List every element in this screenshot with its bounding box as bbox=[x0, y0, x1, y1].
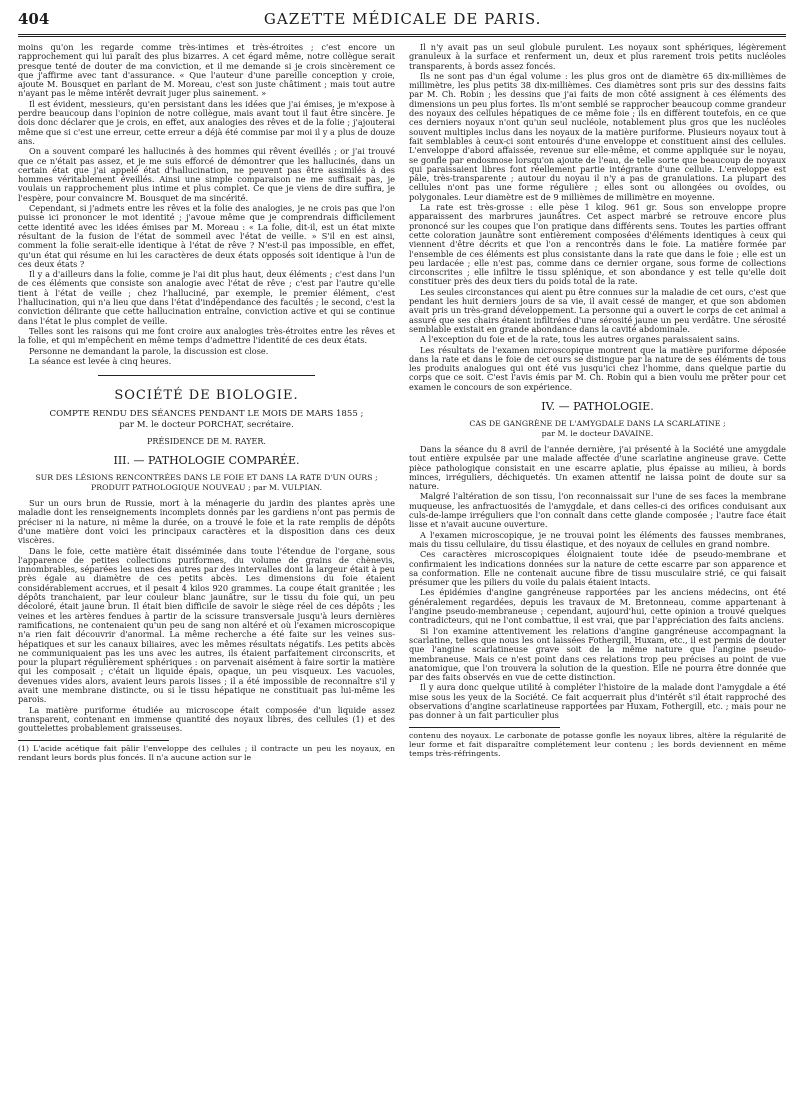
society-title: SOCIÉTÉ DE BIOLOGIE. bbox=[114, 388, 299, 404]
paragraph: Les seules circonstances qui aient pu être connues sur la maladie de cet ours, c'est que pendant les huit derniers jours de sa vie, il avait cessé de manger, et que son abdomen avait pris un très-grand développement. La personne qui a ouvert le corps de cet animal a assuré que ses chairs étaient infiltrées d'une sérosité jaune un peu verdâtre. Une sérosité semblable existait en grande abondance dans la cavité abdominale. bbox=[409, 286, 786, 334]
page-header bbox=[18, 10, 786, 37]
paragraph: La rate est très-grosse : elle pèse 1 kilog. 961 gr. Sous son enveloppe propre apparaissent des marbrures jaunâtres. Cet aspect marbré se retrouve encore plus prononcé sur les coupes que l'on pratique dans différents sens. Toutes les parties offrant cette coloration jaunâtre sont entièrement composées d'éléments identiques à ceux qui viennent d'être décrits et que l'on a rencontrés dans le foie. La matière formée par l'ensemble de ces éléments est plus consistante dans la rate que dans le foie ; elle est un peu lardacée ; elle n'est pas, comme dans ce dernier organe, sous forme de collections circonscrites ; elle infiltre le tissu splénique, et son abondance y est telle qu'elle doit constituer près des deux tiers du poids total de la rate. bbox=[409, 202, 786, 287]
article-title bbox=[26, 473, 387, 493]
paragraph: Dans la séance du 8 avril de l'année dernière, j'ai présenté à la Société une amygdale tout entière expulsée par une malade affectée d'une scarlatine angineuse grave. Cette pièce pathologique consistait en une escarre aplatie, plus épaisse au milieu, à bords minces, irréguliers, déchiquetés. Un examen attentif ne laissa point de doute sur sa nature. bbox=[409, 443, 786, 492]
paragraph: Les résultats de l'examen microscopique montrent que la matière puriforme déposée dans la rate et dans le foie de cet ours se distingue par la nature de ses éléments de tous les produits analogues qui ont été vus jusqu'ici chez l'homme, dans quelque partie du corps que ce soit. C'est l'avis émis par M. Ch. Robin qui a bien voulu me prêter pour cet examen le concours de son expérience. bbox=[409, 344, 786, 392]
footnote: contenu des noyaux. Le carbonate de potasse gonfle les noyaux libres, altère la régularité de leur forme et fait disparaître complétement leur contenu ; les bords deviennent en même temps très-réfringents. bbox=[409, 730, 786, 758]
left-column bbox=[18, 43, 395, 1068]
paragraph: La matière puriforme étudiée au microscope était composée d'un liquide assez transparent, contenant en immense quantité des noyaux libres, des cellules (1) et des gouttelettes probablement graisseuses. bbox=[18, 704, 395, 734]
paragraph: La séance est levée à cinq heures. bbox=[29, 355, 172, 366]
paragraph: Telles sont les raisons qui me font croire aux analogies très-étroites entre les rêves et la folie, et qui m'empêchent en même temps d'admettre l'identité de ces deux états. bbox=[18, 325, 395, 346]
right-column bbox=[409, 43, 786, 1068]
footnote: (1) L'acide acétique fait pâlir l'enveloppe des cellules ; il contracte un peu les noyaux, en rendant leurs bords plus foncés. Il n'a aucune action sur le bbox=[18, 743, 395, 762]
paragraph: Ces caractères microscopiques éloignaient toute idée de pseudo-membrane et confirmaient les indications données sur la nature de cette escarre par son apparence et sa conformation. Elle ne contenait aucune fibre de tissu musculaire strié, ce qui faisait présumer que les piliers du voile du palais étaient intacts. bbox=[409, 549, 786, 588]
paragraph: On a souvent comparé les hallucinés à des hommes qui rêvent éveillés ; or j'ai trouvé que ce n'était pas assez, et je me suis efforcé de démontrer que les hallucinés, dans un certain état que j'ai appelé état d'hallucination, ne peuvent pas être assimilés à des hommes véritablement éveillés. Ainsi une simple comparaison ne me suffisait pas, je voulais un rapprochement plus intime et plus complet. Ce que je viens de dire suffira, je l'espère, pour convaincre M. Bousquet de ma sincérité. bbox=[18, 146, 395, 203]
footnote-rule bbox=[18, 740, 169, 741]
paragraph: Dans le foie, cette matière était disséminée dans toute l'étendue de l'organe, sous l'apparence de petites collections puriformes, du volume de grains de chènevis, innombrables, séparées les unes des autres par des intervalles dont la largeur était à peu près égale au diamètre de ces petits abcès. Les dimensions du foie étaient considérablement accrues, et il pesait 4 kilos 920 grammes. La coupe était granitée ; les dépôts tranchaient, par leur couleur blanc jaunâtre, sur le tissu du foie qui, un peu décoloré, était jaune brun. Il était bien difficile de savoir le siège réel de ces dépôts ; les veines et les artères fendues à partir de la scissure transversale jusqu'à leurs dernières ramifications, ne contenaient qu'un peu de sang non altéré et où l'examen microscopique n'a rien fait découvrir d'anormal. La même recherche a été faite sur les veines sus-hépatiques et sur les canaux biliaires, avec les mêmes résultats négatifs. Les petits abcès ne communiquaient pas les uns avec les autres, ils étaient parfaitement circonscrits, et pour la plupart régulièrement sphériques : on parvenait aisément à faire sortir la matière qui les composait ; c'était un liquide épais, opaque, un peu visqueux. Les vacuoles, devenues vides alors, avaient leurs parois lisses ; il a été impossible de reconnaître s'il y avait une membrane distincte, ou si le tissu hépatique ne constituait pas lui-même les parois. bbox=[18, 545, 395, 705]
paragraph: Il n'y avait pas un seul globule purulent. Les noyaux sont sphériques, légèrement granuleux à la surface et renferment un, deux et plus rarement trois petits nucléoles transparents, à bords assez foncés. bbox=[409, 43, 786, 71]
paragraph: Les épidémies d'angine gangréneuse rapportées par les anciens médecins, ont été généralement regardées, depuis les travaux de M. Bretonneau, comme appartenant à l'angine pseudo-membraneuse ; cependant, aujourd'hui, cette opinion a trouvé quelques contradicteurs, qui ne l'ont combattue, il est vrai, que par l'appréciation des faits anciens. bbox=[409, 587, 786, 626]
paragraph: Ils ne sont pas d'un égal volume : les plus gros ont de diamètre 65 dix-millièmes de millimètre, les plus petits 38 dix-millièmes. Ces diamètres sont pris sur des dessins faits par M. Ch. Robin ; les dessins que j'ai faits de mon côté assignent à ces éléments des dimensions un peu plus fortes. Ils m'ont semblé se rapprocher beaucoup comme grandeur des noyaux des cellules hépatiques de ce même foie ; ils en diffèrent toutefois, en ce que ces derniers noyaux n'ont qu'un seul nucléole, notablement plus gros que les nucléoles souvent multiples inclus dans les noyaux de la matière puriforme. Plusieurs noyaux tout à fait semblables à ceux-ci sont entourés d'une enveloppe et constituent ainsi des cellules. L'enveloppe d'abord affaissée, revenue sur elle-même, et comme appliquée sur le noyau, se gonfle par endosmose lorsqu'on ajoute de l'eau, de telle sorte que beaucoup de noyaux qui paraissaient libres font réellement partie intégrante d'une cellule. L'enveloppe est pâle, très-transparente ; autour du noyau il n'y a pas de granulations. La plupart des cellules n'ont pas une forme régulière ; elles sont ou allongées ou ovoïdes, ou polygonales. Leur diamètre est de 9 millièmes de millimètre en moyenne. bbox=[409, 70, 786, 202]
paragraph: Cependant, si j'admets entre les rêves et la folie des analogies, je ne crois pas que l'on puisse ici prononcer le mot identité ; j'avoue même que je comprendrais difficilement cette identité avec les idées émises par M. Moreau : « La folie, dit-il, est un état mixte résultant de la fusion de l'état de sommeil avec l'état de veille. » S'il en est ainsi, comment la folie serait-elle identique à l'état de rêve ? N'est-il pas impossible, en effet, qu'un état qui résume en lui les caractères de deux états opposés soit identique à l'un de ces deux états ? bbox=[18, 203, 395, 269]
paragraph: Personne ne demandant la parole, la discussion est close. bbox=[29, 345, 269, 356]
paragraph: Malgré l'altération de son tissu, l'on reconnaissait sur l'une de ses faces la membrane muqueuse, les anfractuosités de l'amygdale, et dans celles-ci des orifices conduisant aux culs-de-lampe irréguliers que l'on connaît dans cette glande composée ; l'autre face était lisse et n'avait aucune ouverture. bbox=[409, 491, 786, 530]
paragraph: A l'exception du foie et de la rate, tous les autres organes paraissaient sains. bbox=[420, 334, 740, 345]
paragraph: Il y a d'ailleurs dans la folie, comme je l'ai dit plus haut, deux éléments ; c'est dans l'un de ces éléments que consiste son analogie avec l'état de rêve ; c'est par l'autre qu'elle tient à l'état de veille ; chez l'halluciné, par exemple, le premier élément, c'est l'hallucination, qui n'a lieu que dans l'état d'indépendance des facultés ; le second, c'est la conviction délirante que cette hallucination entraîne, conviction active et qui se continue dans l'état le plus complet de veille. bbox=[18, 269, 395, 326]
article-title bbox=[417, 419, 778, 439]
article-title-line: CAS DE GANGRÈNE DE L'AMYGDALE DANS LA SCARLATINE ; bbox=[469, 418, 726, 428]
section-heading: III. — PATHOLOGIE COMPARÉE. bbox=[113, 454, 300, 468]
paragraph: Si l'on examine attentivement les relations d'angine gangréneuse accompagnant la scarlatine, telles que nous les ont laissées Fothergill, Huxam, etc., il est permis de douter que l'angine scarlatineuse grave soit de la même nature que l'angine pseudo-membraneuse. Mais ce n'est point dans ces relations trop peu précises au point de vue anatomique, que l'on trouvera la solution de la question. Elle ne pourra être donnée que par des faits observés en vue de cette distinction. bbox=[409, 625, 786, 683]
journal-title: GAZETTE MÉDICALE DE PARIS. bbox=[263, 10, 542, 28]
section-heading: IV. — PATHOLOGIE. bbox=[541, 399, 654, 413]
paragraph: Sur un ours brun de Russie, mort à la ménagerie du jardin des plantes après une maladie dont les renseignements incomplets donnés par les gardiens n'ont pas permis de préciser ni la nature, ni même la durée, on a trouvé le foie et la rate remplis de dépôts d'une matière dont voici les principaux caractères et la disposition dans ces deux viscères. bbox=[18, 498, 395, 546]
page-number: 404 bbox=[18, 10, 50, 28]
section-divider bbox=[98, 375, 315, 376]
article-title-line: PRODUIT PATHOLOGIQUE NOUVEAU ; par M. VULPIAN. bbox=[90, 483, 323, 493]
columns bbox=[18, 43, 786, 1068]
footnote-rule bbox=[409, 727, 560, 728]
report-heading: COMPTE RENDU DES SÉANCES PENDANT LE MOIS DE MARS 1855 ; bbox=[49, 409, 364, 420]
article-title-line: SUR DES LÉSIONS RENCONTRÉES DANS LE FOIE ET DANS LA RATE D'UN OURS ; bbox=[35, 473, 378, 483]
presidence-line: PRÉSIDENCE DE M. RAYER. bbox=[147, 437, 266, 447]
report-author: par M. le docteur PORCHAT, secrétaire. bbox=[119, 420, 294, 431]
paragraph: A l'examen microscopique, je ne trouvai point les éléments des fausses membranes, mais du tissu cellulaire, du tissu élastique, et des noyaux de cellules en grand nombre. bbox=[409, 529, 786, 549]
paragraph: moins qu'on les regarde comme très-intimes et très-étroites ; c'est encore un rapprochement qui lui paraît des plus bizarres. A cet égard même, notre collègue serait presque tenté de douter de ma conviction, et il me demande si je crois sincèrement ce que j'affirme avec tant d'assurance. « Que l'auteur d'une pareille conception y croie, ajoute M. Bousquet en parlant de M. Moreau, c'est son juste châtiment ; mais tout autre n'ayant pas le même intérêt devrait juger plus sainement. » bbox=[18, 43, 395, 99]
paragraph: Il est évident, messieurs, qu'en persistant dans les idées que j'ai émises, je m'expose à perdre beaucoup dans l'opinion de notre collègue, mais avant tout il faut être sincère. Je dois donc déclarer que je crois, en effet, aux analogies des rêves et de la folie ; j'ajouterai même que si c'est une erreur, cette erreur a déjà été commise par moi il y a plus de douze ans. bbox=[18, 98, 395, 146]
paragraph: Il y aura donc quelque utilité à compléter l'histoire de la malade dont l'amygdale a été mise sous les yeux de la Société. Ce fait acquerrait plus d'intérêt s'il était rapproché des observations d'angine scarlatineuse rapportées par Huxam, Fothergill, etc. ; mais pour ne pas donner à un fait particulier plus bbox=[409, 682, 786, 721]
article-title-line: par M. le docteur DAVAINE. bbox=[541, 428, 654, 438]
